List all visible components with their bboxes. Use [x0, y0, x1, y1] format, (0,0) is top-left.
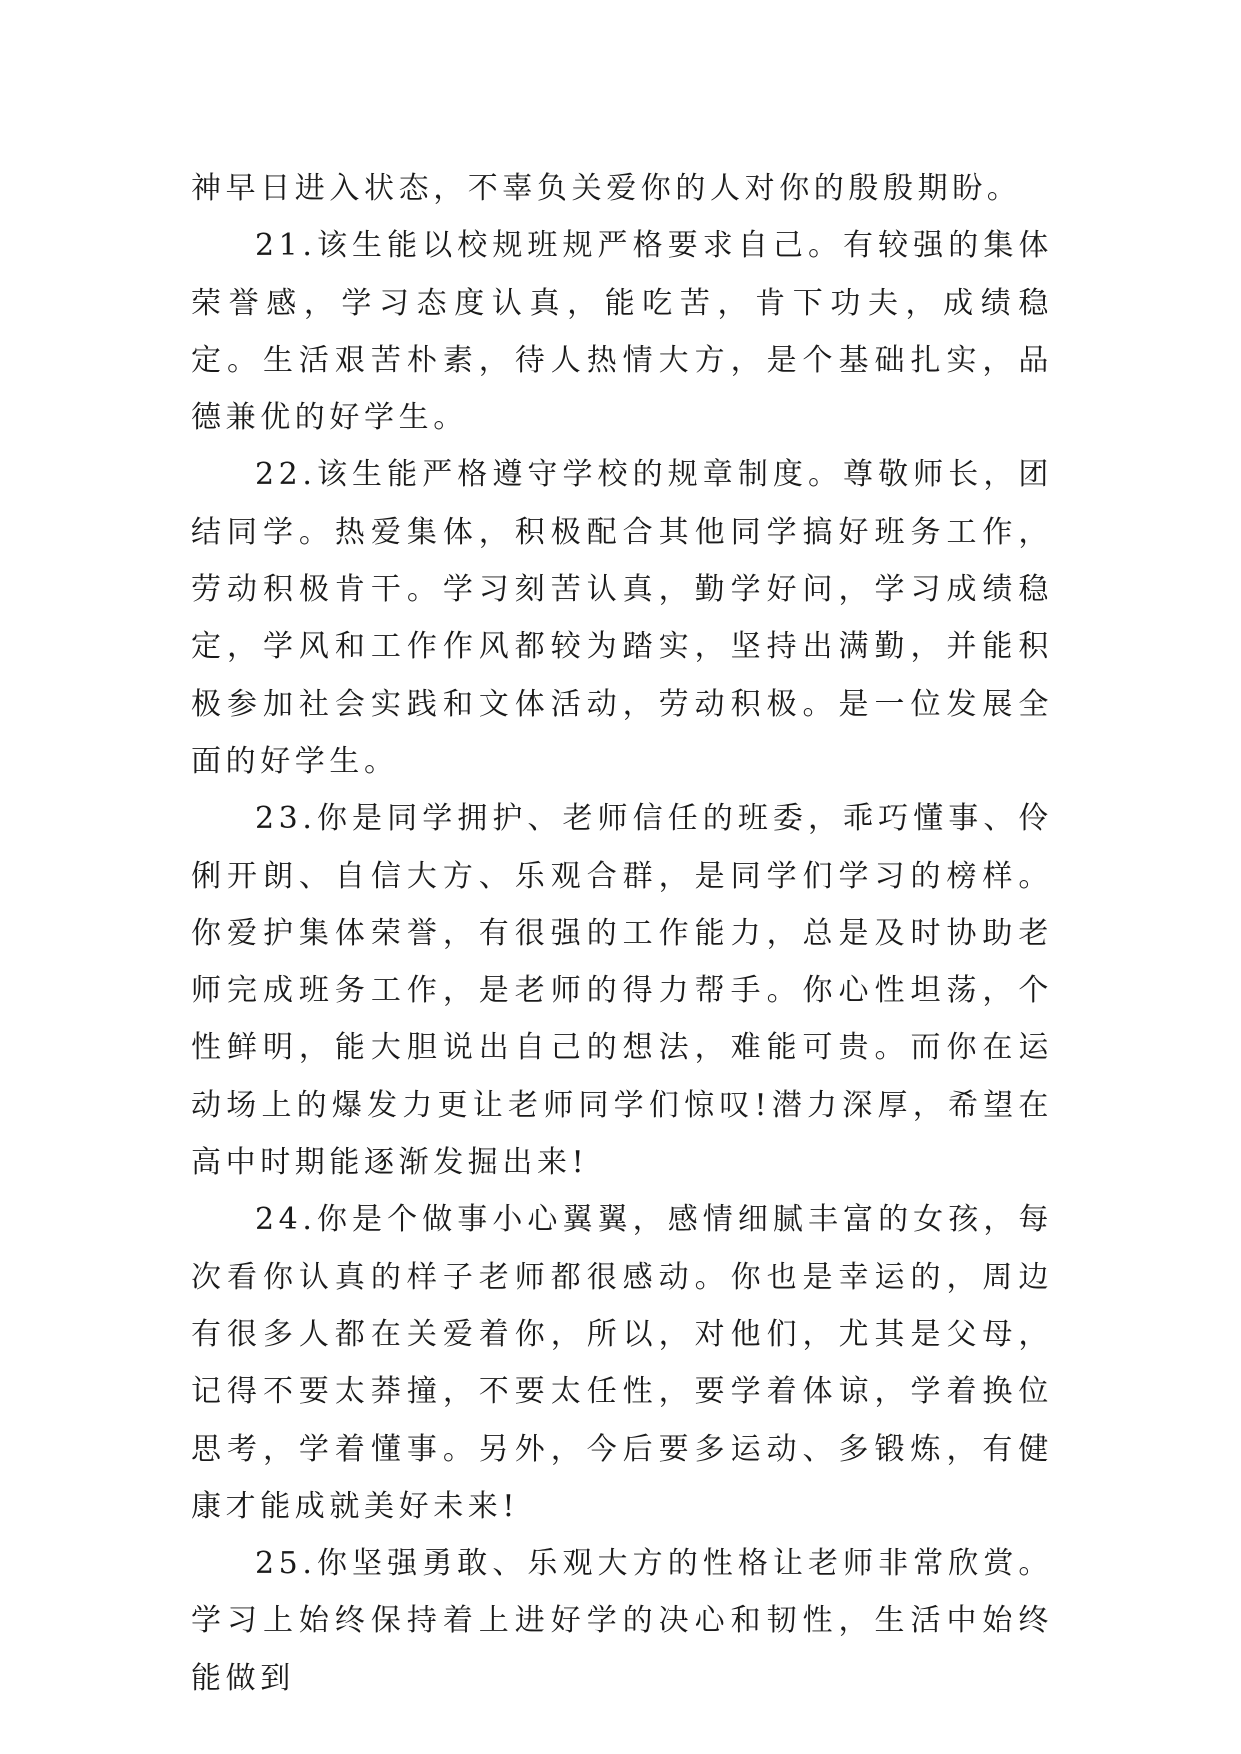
paragraph-20-continued: 神早日进入状态，不辜负关爱你的人对你的殷殷期盼。: [191, 171, 1022, 206]
paragraph-25: 25.你坚强勇敢、乐观大方的性格让老师非常欣赏。学习上始终保持着上进好学的决心和韧性，生活中始终能做到: [191, 1546, 1053, 1696]
document-body: [191, 160, 1053, 1707]
paragraph-21: 21.该生能以校规班规严格要求自己。有较强的集体荣誉感，学习态度认真，能吃苦，肯下功夫，成绩稳定。生活艰苦朴素，待人热情大方，是个基础扎实，品德兼优的好学生。: [191, 228, 1053, 436]
paragraph-22: 22.该生能严格遵守学校的规章制度。尊敬师长，团结同学。热爱集体，积极配合其他同学搞好班务工作，劳动积极肯干。学习刻苦认真，勤学好问，学习成绩稳定，学风和工作作风都较为踏实，坚持出满勤，并能积极参加社会实践和文体活动，劳动积极。是一位发展全面的好学生。: [191, 457, 1053, 779]
paragraph-24: 24.你是个做事小心翼翼，感情细腻丰富的女孩，每次看你认真的样子老师都很感动。你也是幸运的，周边有很多人都在关爱着你，所以，对他们，尤其是父母，记得不要太莽撞，不要太任性，要学着体谅，学着换位思考，学着懂事。另外，今后要多运动、多锻炼，有健康才能成就美好未来!: [191, 1202, 1053, 1524]
paragraph-23: 23.你是同学拥护、老师信任的班委，乖巧懂事、伶俐开朗、自信大方、乐观合群，是同学们学习的榜样。你爱护集体荣誉，有很强的工作能力，总是及时协助老师完成班务工作，是老师的得力帮手。你心性坦荡，个性鲜明，能大胆说出自己的想法，难能可贵。而你在运动场上的爆发力更让老师同学们惊叹!潜力深厚，希望在高中时期能逐渐发掘出来!: [191, 801, 1053, 1181]
